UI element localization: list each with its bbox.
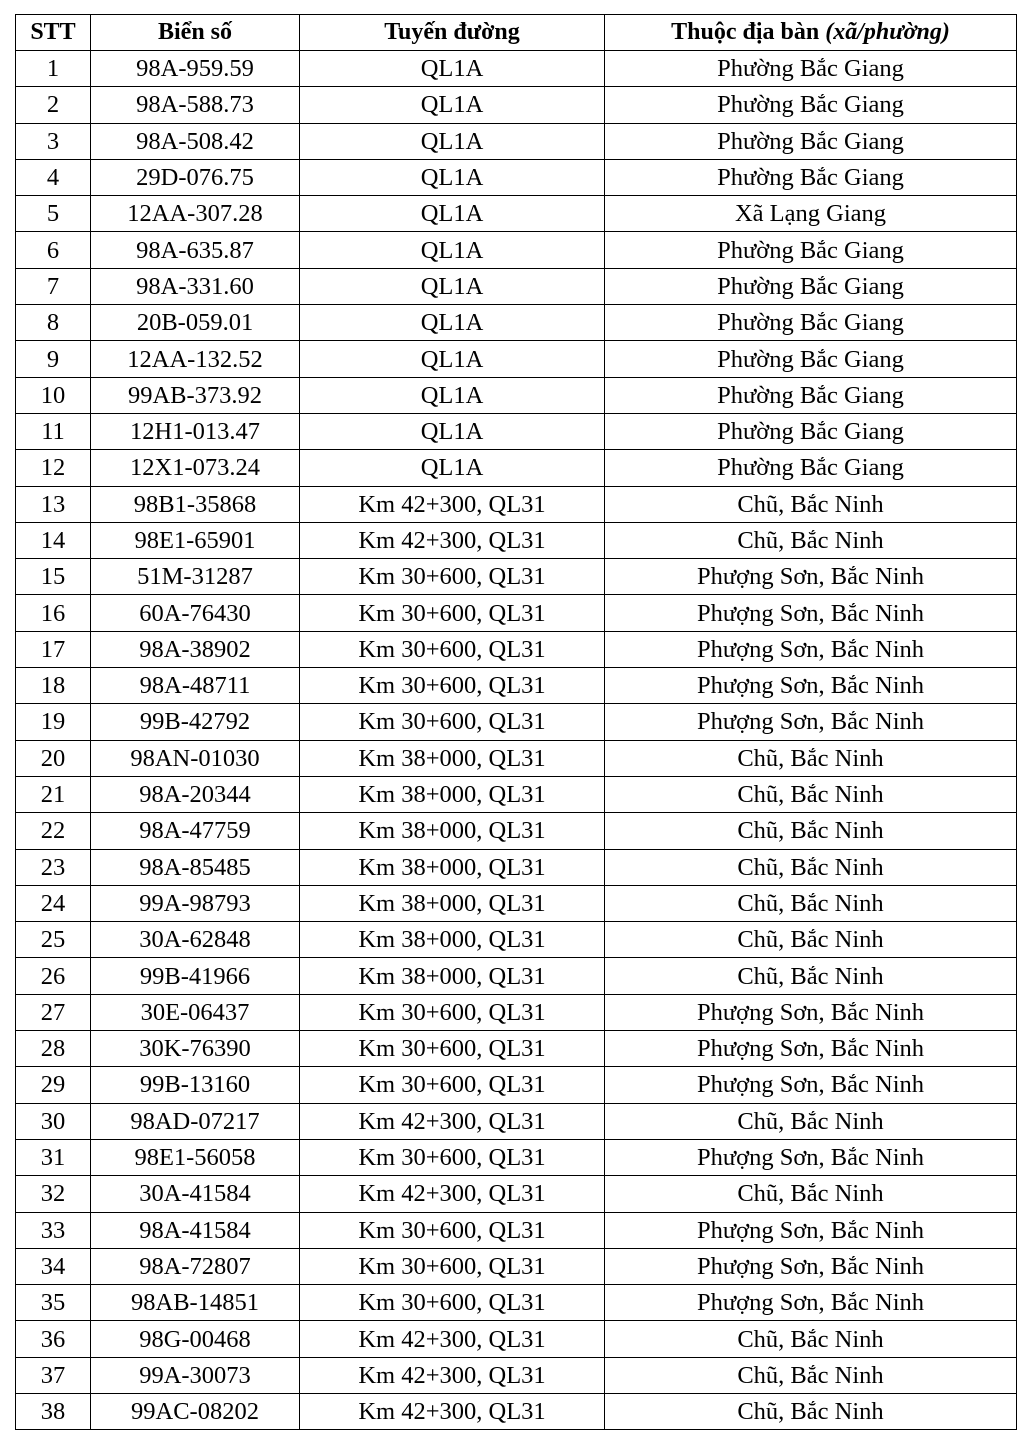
cell-stt: 37: [16, 1357, 91, 1393]
cell-plate: 98AB-14851: [91, 1285, 300, 1321]
cell-plate: 98A-47759: [91, 813, 300, 849]
cell-route: Km 30+600, QL31: [300, 1031, 605, 1067]
cell-area: Phường Bắc Giang: [605, 450, 1017, 486]
cell-stt: 12: [16, 450, 91, 486]
cell-stt: 28: [16, 1031, 91, 1067]
cell-stt: 36: [16, 1321, 91, 1357]
header-area-label: Thuộc địa bàn: [671, 19, 826, 45]
cell-route: Km 30+600, QL31: [300, 1212, 605, 1248]
cell-stt: 23: [16, 849, 91, 885]
cell-route: QL1A: [300, 377, 605, 413]
cell-plate: 98AD-07217: [91, 1103, 300, 1139]
cell-plate: 99A-98793: [91, 885, 300, 921]
cell-stt: 34: [16, 1248, 91, 1284]
cell-route: QL1A: [300, 51, 605, 87]
cell-plate: 98G-00468: [91, 1321, 300, 1357]
table-row: [16, 994, 1017, 1030]
cell-stt: 15: [16, 559, 91, 595]
cell-stt: 13: [16, 486, 91, 522]
cell-area: Phượng Sơn, Bắc Ninh: [605, 1031, 1017, 1067]
cell-area: Chũ, Bắc Ninh: [605, 740, 1017, 776]
cell-plate: 99A-30073: [91, 1357, 300, 1393]
cell-stt: 24: [16, 885, 91, 921]
table-row: [16, 1357, 1017, 1393]
cell-plate: 20B-059.01: [91, 305, 300, 341]
cell-stt: 19: [16, 704, 91, 740]
cell-stt: 35: [16, 1285, 91, 1321]
cell-area: Chũ, Bắc Ninh: [605, 1103, 1017, 1139]
cell-route: Km 42+300, QL31: [300, 1393, 605, 1429]
table-body: [16, 51, 1017, 1430]
table-row: [16, 413, 1017, 449]
cell-route: Km 30+600, QL31: [300, 994, 605, 1030]
cell-stt: 38: [16, 1393, 91, 1429]
table-row: [16, 740, 1017, 776]
cell-route: QL1A: [300, 305, 605, 341]
cell-area: Chũ, Bắc Ninh: [605, 922, 1017, 958]
table-row: [16, 486, 1017, 522]
cell-area: Chũ, Bắc Ninh: [605, 776, 1017, 812]
cell-area: Phường Bắc Giang: [605, 232, 1017, 268]
cell-plate: 98A-588.73: [91, 87, 300, 123]
cell-plate: 12H1-013.47: [91, 413, 300, 449]
cell-stt: 31: [16, 1139, 91, 1175]
cell-area: Phượng Sơn, Bắc Ninh: [605, 631, 1017, 667]
cell-area: Phường Bắc Giang: [605, 413, 1017, 449]
table-row: [16, 268, 1017, 304]
cell-area: Chũ, Bắc Ninh: [605, 813, 1017, 849]
cell-stt: 5: [16, 196, 91, 232]
cell-route: Km 42+300, QL31: [300, 1321, 605, 1357]
cell-stt: 8: [16, 305, 91, 341]
cell-area: Phường Bắc Giang: [605, 305, 1017, 341]
table-row: [16, 87, 1017, 123]
cell-area: Phường Bắc Giang: [605, 159, 1017, 195]
table-row: [16, 1176, 1017, 1212]
cell-route: Km 38+000, QL31: [300, 740, 605, 776]
cell-stt: 14: [16, 522, 91, 558]
cell-stt: 26: [16, 958, 91, 994]
table-row: [16, 450, 1017, 486]
cell-route: Km 38+000, QL31: [300, 776, 605, 812]
cell-area: Phượng Sơn, Bắc Ninh: [605, 1212, 1017, 1248]
table-row: [16, 1067, 1017, 1103]
table-row: [16, 159, 1017, 195]
cell-stt: 9: [16, 341, 91, 377]
cell-stt: 17: [16, 631, 91, 667]
cell-area: Phường Bắc Giang: [605, 51, 1017, 87]
cell-route: QL1A: [300, 341, 605, 377]
cell-area: Phượng Sơn, Bắc Ninh: [605, 1139, 1017, 1175]
cell-area: Phượng Sơn, Bắc Ninh: [605, 668, 1017, 704]
cell-area: Phượng Sơn, Bắc Ninh: [605, 595, 1017, 631]
cell-area: Chũ, Bắc Ninh: [605, 486, 1017, 522]
cell-route: Km 38+000, QL31: [300, 958, 605, 994]
cell-route: Km 38+000, QL31: [300, 885, 605, 921]
cell-route: QL1A: [300, 123, 605, 159]
table-row: [16, 1031, 1017, 1067]
cell-stt: 33: [16, 1212, 91, 1248]
cell-stt: 6: [16, 232, 91, 268]
cell-area: Phượng Sơn, Bắc Ninh: [605, 1067, 1017, 1103]
table-row: [16, 377, 1017, 413]
cell-route: Km 38+000, QL31: [300, 849, 605, 885]
cell-route: Km 38+000, QL31: [300, 813, 605, 849]
header-route: Tuyến đường: [300, 15, 605, 51]
table-row: [16, 631, 1017, 667]
cell-stt: 10: [16, 377, 91, 413]
cell-plate: 98A-508.42: [91, 123, 300, 159]
cell-plate: 12X1-073.24: [91, 450, 300, 486]
cell-area: Chũ, Bắc Ninh: [605, 522, 1017, 558]
cell-route: QL1A: [300, 450, 605, 486]
cell-plate: 51M-31287: [91, 559, 300, 595]
cell-stt: 2: [16, 87, 91, 123]
cell-plate: 98A-20344: [91, 776, 300, 812]
table-row: [16, 922, 1017, 958]
cell-stt: 4: [16, 159, 91, 195]
cell-stt: 30: [16, 1103, 91, 1139]
cell-area: Phượng Sơn, Bắc Ninh: [605, 704, 1017, 740]
table-row: [16, 1212, 1017, 1248]
header-plate: Biển số: [91, 15, 300, 51]
table-row: [16, 849, 1017, 885]
table-row: [16, 813, 1017, 849]
cell-area: Phượng Sơn, Bắc Ninh: [605, 1248, 1017, 1284]
table-row: [16, 196, 1017, 232]
table-row: [16, 522, 1017, 558]
cell-plate: 99AB-373.92: [91, 377, 300, 413]
cell-route: Km 42+300, QL31: [300, 522, 605, 558]
cell-plate: 98A-41584: [91, 1212, 300, 1248]
header-area-qualifier: (xã/phường): [825, 19, 950, 45]
table-row: [16, 1139, 1017, 1175]
cell-route: Km 30+600, QL31: [300, 595, 605, 631]
table-row: [16, 51, 1017, 87]
table-header-row: [16, 15, 1017, 51]
table-row: [16, 232, 1017, 268]
cell-route: Km 30+600, QL31: [300, 1285, 605, 1321]
cell-route: QL1A: [300, 159, 605, 195]
cell-area: Phượng Sơn, Bắc Ninh: [605, 1285, 1017, 1321]
cell-route: Km 30+600, QL31: [300, 1067, 605, 1103]
table-row: [16, 1321, 1017, 1357]
header-stt: STT: [16, 15, 91, 51]
cell-plate: 98A-959.59: [91, 51, 300, 87]
cell-plate: 98B1-35868: [91, 486, 300, 522]
cell-route: Km 30+600, QL31: [300, 668, 605, 704]
cell-plate: 60A-76430: [91, 595, 300, 631]
cell-stt: 20: [16, 740, 91, 776]
table-row: [16, 341, 1017, 377]
cell-plate: 12AA-132.52: [91, 341, 300, 377]
table-row: [16, 776, 1017, 812]
violation-table: [15, 14, 1017, 1430]
cell-plate: 29D-076.75: [91, 159, 300, 195]
cell-plate: 98AN-01030: [91, 740, 300, 776]
cell-route: Km 30+600, QL31: [300, 559, 605, 595]
cell-route: QL1A: [300, 268, 605, 304]
cell-area: Chũ, Bắc Ninh: [605, 849, 1017, 885]
cell-route: Km 30+600, QL31: [300, 704, 605, 740]
document-page: [15, 14, 1016, 1430]
table-row: [16, 668, 1017, 704]
cell-area: Phường Bắc Giang: [605, 377, 1017, 413]
table-row: [16, 1285, 1017, 1321]
cell-stt: 3: [16, 123, 91, 159]
table-row: [16, 1248, 1017, 1284]
cell-area: Xã Lạng Giang: [605, 196, 1017, 232]
cell-plate: 98A-72807: [91, 1248, 300, 1284]
cell-plate: 99B-13160: [91, 1067, 300, 1103]
cell-stt: 7: [16, 268, 91, 304]
cell-stt: 18: [16, 668, 91, 704]
cell-area: Chũ, Bắc Ninh: [605, 958, 1017, 994]
cell-plate: 98E1-65901: [91, 522, 300, 558]
table-row: [16, 1393, 1017, 1429]
cell-plate: 30A-62848: [91, 922, 300, 958]
cell-plate: 99AC-08202: [91, 1393, 300, 1429]
cell-area: Chũ, Bắc Ninh: [605, 885, 1017, 921]
cell-area: Chũ, Bắc Ninh: [605, 1321, 1017, 1357]
table-row: [16, 958, 1017, 994]
cell-plate: 98A-85485: [91, 849, 300, 885]
cell-plate: 98A-331.60: [91, 268, 300, 304]
table-row: [16, 595, 1017, 631]
cell-area: Phường Bắc Giang: [605, 341, 1017, 377]
cell-route: QL1A: [300, 196, 605, 232]
cell-plate: 30A-41584: [91, 1176, 300, 1212]
cell-route: Km 30+600, QL31: [300, 631, 605, 667]
cell-route: Km 42+300, QL31: [300, 1176, 605, 1212]
table-row: [16, 305, 1017, 341]
cell-area: Phường Bắc Giang: [605, 268, 1017, 304]
cell-route: Km 30+600, QL31: [300, 1139, 605, 1175]
cell-stt: 1: [16, 51, 91, 87]
cell-area: Phường Bắc Giang: [605, 87, 1017, 123]
cell-plate: 30E-06437: [91, 994, 300, 1030]
table-row: [16, 704, 1017, 740]
cell-stt: 11: [16, 413, 91, 449]
cell-plate: 99B-42792: [91, 704, 300, 740]
cell-area: Phường Bắc Giang: [605, 123, 1017, 159]
table-row: [16, 123, 1017, 159]
cell-plate: 98A-48711: [91, 668, 300, 704]
cell-stt: 21: [16, 776, 91, 812]
header-area: [605, 15, 1017, 51]
cell-area: Chũ, Bắc Ninh: [605, 1357, 1017, 1393]
cell-stt: 22: [16, 813, 91, 849]
cell-area: Chũ, Bắc Ninh: [605, 1393, 1017, 1429]
cell-stt: 32: [16, 1176, 91, 1212]
cell-area: Phượng Sơn, Bắc Ninh: [605, 559, 1017, 595]
cell-stt: 27: [16, 994, 91, 1030]
cell-plate: 30K-76390: [91, 1031, 300, 1067]
cell-route: Km 30+600, QL31: [300, 1248, 605, 1284]
cell-route: Km 42+300, QL31: [300, 486, 605, 522]
cell-area: Chũ, Bắc Ninh: [605, 1176, 1017, 1212]
cell-route: Km 42+300, QL31: [300, 1103, 605, 1139]
cell-route: Km 42+300, QL31: [300, 1357, 605, 1393]
cell-stt: 29: [16, 1067, 91, 1103]
table-row: [16, 559, 1017, 595]
table-row: [16, 1103, 1017, 1139]
cell-area: Phượng Sơn, Bắc Ninh: [605, 994, 1017, 1030]
cell-stt: 25: [16, 922, 91, 958]
cell-route: Km 38+000, QL31: [300, 922, 605, 958]
cell-route: QL1A: [300, 413, 605, 449]
cell-plate: 98E1-56058: [91, 1139, 300, 1175]
cell-stt: 16: [16, 595, 91, 631]
cell-plate: 98A-635.87: [91, 232, 300, 268]
cell-plate: 12AA-307.28: [91, 196, 300, 232]
table-row: [16, 885, 1017, 921]
cell-plate: 99B-41966: [91, 958, 300, 994]
cell-plate: 98A-38902: [91, 631, 300, 667]
cell-route: QL1A: [300, 87, 605, 123]
cell-route: QL1A: [300, 232, 605, 268]
